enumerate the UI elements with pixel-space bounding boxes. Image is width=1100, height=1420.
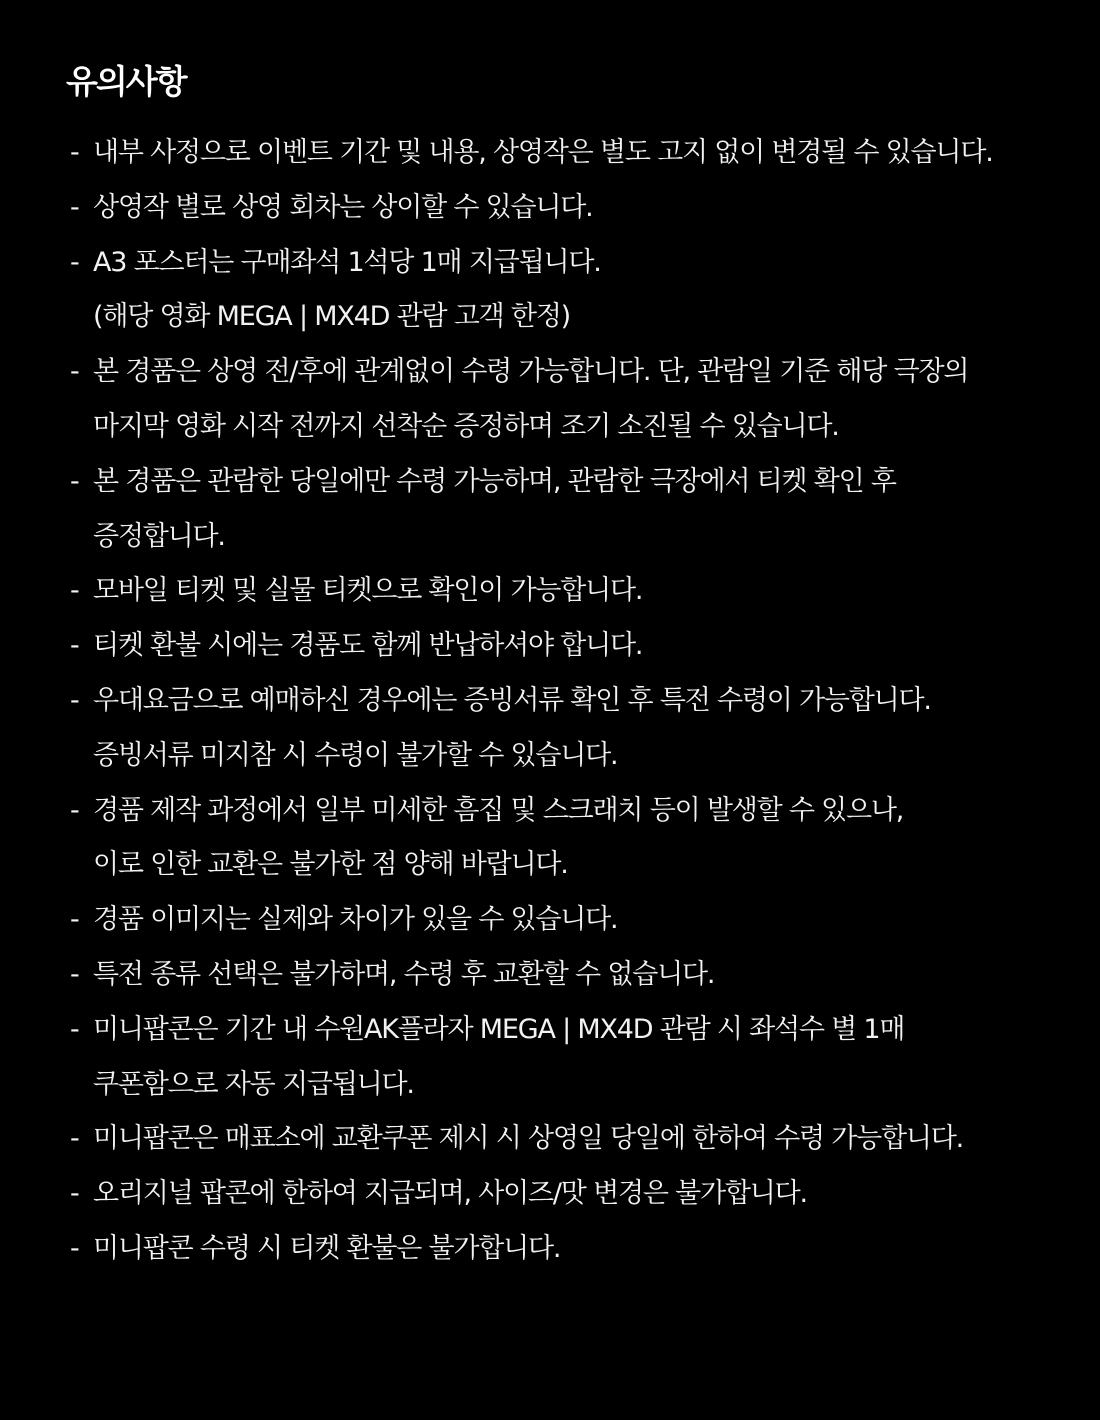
notice-text: 오리지널 팝콘에 한하여 지급되며, 사이즈/맛 변경은 불가합니다. bbox=[93, 1178, 807, 1210]
bullet-dash: - bbox=[70, 246, 79, 278]
notice-line bbox=[66, 674, 1086, 729]
bullet-dash: - bbox=[70, 1013, 79, 1045]
notice-text: (해당 영화 MEGA | MX4D 관람 고객 한정) bbox=[93, 301, 570, 333]
notice-line bbox=[66, 619, 1086, 674]
notice-line bbox=[66, 1003, 1086, 1058]
notice-line bbox=[66, 400, 1086, 455]
notice-text: 미니팝콘 수령 시 티켓 환불은 불가합니다. bbox=[93, 1232, 561, 1264]
notice-text: A3 포스터는 구매좌석 1석당 1매 지급됩니다. bbox=[93, 246, 601, 278]
bullet-dash: - bbox=[70, 794, 79, 826]
notice-text: 쿠폰함으로 자동 지급됩니다. bbox=[93, 1068, 414, 1100]
bullet-dash: - bbox=[70, 356, 79, 388]
notice-line bbox=[66, 893, 1086, 948]
notice-line bbox=[66, 345, 1086, 400]
bullet-dash: - bbox=[70, 684, 79, 716]
notice-text: 모바일 티켓 및 실물 티켓으로 확인이 가능합니다. bbox=[93, 575, 643, 607]
notice-line bbox=[66, 290, 1086, 345]
notice-line bbox=[66, 1222, 1086, 1277]
notice-text: 본 경품은 관람한 당일에만 수령 가능하며, 관람한 극장에서 티켓 확인 후 bbox=[93, 465, 896, 497]
notice-line bbox=[66, 1058, 1086, 1113]
notice-text: 미니팝콘은 기간 내 수원AK플라자 MEGA | MX4D 관람 시 좌석수 별 1매 bbox=[93, 1013, 905, 1045]
bullet-dash: - bbox=[70, 1178, 79, 1210]
notice-line bbox=[66, 455, 1086, 510]
bullet-dash: - bbox=[70, 630, 79, 662]
notice-text: 경품 제작 과정에서 일부 미세한 흠집 및 스크래치 등이 발생할 수 있으나, bbox=[93, 794, 904, 826]
notice-text: 마지막 영화 시작 전까지 선착순 증정하며 조기 소진될 수 있습니다. bbox=[93, 410, 839, 442]
notice-text: 증정합니다. bbox=[93, 520, 225, 552]
bullet-dash: - bbox=[70, 137, 79, 168]
bullet-dash: - bbox=[70, 958, 79, 990]
bullet-dash: - bbox=[70, 575, 79, 607]
bullet-dash: - bbox=[70, 1123, 79, 1155]
notice-line bbox=[66, 1167, 1086, 1222]
notice-line bbox=[66, 838, 1086, 893]
notice-line bbox=[66, 948, 1086, 1003]
notice-line bbox=[66, 236, 1086, 291]
notice-text: 이로 인한 교환은 불가한 점 양해 바랍니다. bbox=[93, 849, 568, 881]
notice-line bbox=[66, 181, 1086, 236]
bullet-dash: - bbox=[70, 465, 79, 497]
notice-line bbox=[66, 784, 1086, 839]
notice-line bbox=[66, 564, 1086, 619]
notice-text: 본 경품은 상영 전/후에 관계없이 수령 가능합니다. 단, 관람일 기준 해당 극장의 bbox=[93, 356, 969, 388]
notice-line bbox=[66, 510, 1086, 565]
notice-text: 증빙서류 미지참 시 수령이 불가할 수 있습니다. bbox=[93, 739, 618, 771]
notice-title: 유의사항 bbox=[66, 62, 186, 101]
notice-text: 티켓 환불 시에는 경품도 함께 반납하셔야 합니다. bbox=[93, 630, 643, 662]
notice-text: 경품 이미지는 실제와 차이가 있을 수 있습니다. bbox=[93, 904, 618, 936]
bullet-dash: - bbox=[70, 191, 79, 223]
notice-line bbox=[66, 1112, 1086, 1167]
notice-line bbox=[66, 729, 1086, 784]
notice-line bbox=[66, 126, 1086, 181]
bullet-dash: - bbox=[70, 904, 79, 936]
notice-text: 내부 사정으로 이벤트 기간 및 내용, 상영작은 별도 고지 없이 변경될 수 있습니다. bbox=[93, 137, 993, 168]
notice-text: 특전 종류 선택은 불가하며, 수령 후 교환할 수 없습니다. bbox=[93, 958, 715, 990]
notice-text: 우대요금으로 예매하신 경우에는 증빙서류 확인 후 특전 수령이 가능합니다. bbox=[93, 684, 931, 716]
notice-text: 상영작 별로 상영 회차는 상이할 수 있습니다. bbox=[93, 191, 593, 223]
notice-list bbox=[66, 126, 1086, 1277]
notice-text: 미니팝콘은 매표소에 교환쿠폰 제시 시 상영일 당일에 한하여 수령 가능합니다. bbox=[93, 1123, 964, 1155]
notice-section bbox=[66, 58, 1086, 1264]
bullet-dash: - bbox=[70, 1232, 79, 1264]
